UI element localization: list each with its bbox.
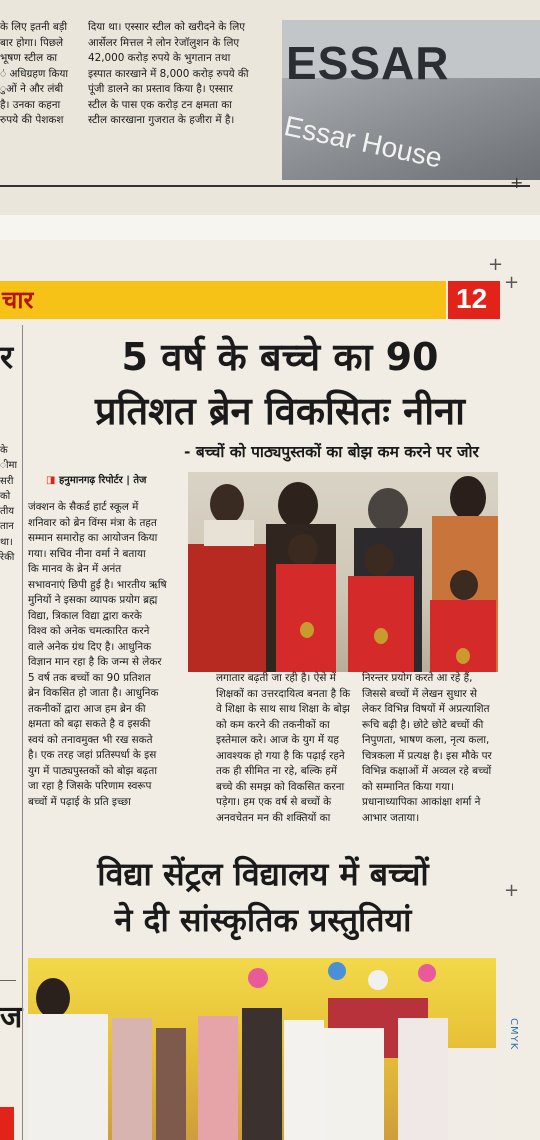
column-rule <box>22 325 23 1140</box>
main-article-column-1: जंक्शन के सैकर्ड हार्ट स्कूल में शनिवार को ब्रेन विंग्स मंत्रा के तहत सम्मान समारोह का आयोजन किया गया। सचिव नीना वर्मा ने बताया कि मानव के ब्रेन में अनंत सभावनाएं छिपी हुई है। भारतीय ऋषि मुनियों ने इसका व्यापक प्रयोग ब्रह्म विद्या, त्रिकाल विद्या द्वारा करके विश्व को अनेक चमत्कारित करने वाले अनेक ग्रंथ दिए है। आधुनिक विज्ञान मान रहा है कि जन्म से लेकर 5 वर्ष तक बच्चों का 90 प्रतिशत ब्रेन विकसित हो जाता है। आधुनिक तकनीकों द्वारा आज हम ब्रेन की क्षमता को बढ़ा सकते है व इसकी स्वयं को तनावमुक्त भी रख सकते है। एक तरह जहां प्रतिस्पर्धा के इस युग में पाठ्यपुस्तकों को बोझ बढ़ता जा रहा है जिसके परिणाम स्वरूप बच्चों में पढ़ाई के प्रति इच्छा <box>28 501 167 808</box>
main-headline-line-2: प्रतिशत ब्रेन विकसितः नीना <box>95 389 465 433</box>
main-headline-line-1: 5 वर्ष के बच्चे का 90 <box>121 335 439 379</box>
byline-text: हनुमानगढ़ रिपोर्टर | तेज <box>58 475 147 486</box>
byline-marker-icon: ◨ <box>46 475 59 486</box>
main-article-column-3: निरन्तर प्रयोग करते आ रहे हैं, जिससे बच्चों में लेखन सुधार से लेकर विभिन्न विषयों में अप्रत्याशित रूचि बढ़ी है। छोटे छोटे बच्चों की निपुणता, भाषण कला, नृत्य कला, चित्रकला में प्रत्यक्ष है। इस मौके पर विभिन्न कक्षाओं में अव्वल रहे बच्चों को सम्मानित किया गया। प्रधानाध्यापिका आकांक्षा शर्मा ने आभार जताया। <box>362 672 492 824</box>
essar-photo <box>282 20 540 180</box>
page-number: 12 <box>456 283 488 314</box>
top-article-right-column: दिया था। एस्सार स्टील को खरीदने के लिए आर्सेलर मित्तल ने लोन रेजॉलुशन के लिए 42,000 करोड़ रुपये के भुगतान तथा इस्पात कारखाने में 8,000 करोड़ रुपये की पूंजी डालने का प्रस्ताव किया है। एस्सार स्टील के पास एक करोड़ टन क्षमता का स्टील कारखाना गुजरात के हजीरा में है। <box>88 21 249 126</box>
registration-mark: + <box>510 173 524 192</box>
page-gap <box>0 215 540 240</box>
byline <box>46 472 146 486</box>
second-headline-line-1: विद्या सेंट्रल विद्यालय में बच्चों <box>97 855 429 893</box>
essar-logo: ESSAR <box>286 37 450 89</box>
left-strip: र के ीमा सरी को तीय तान था। रेकी ज <box>0 325 22 1140</box>
essar-house-sign: Essar House <box>282 110 445 174</box>
left-strip-bottom-char: ज <box>0 1000 23 1035</box>
section-label: चार <box>2 286 34 314</box>
top-article-left-column: के लिए इतनी बड़ी बार होगा। पिछले भूषण स्टील का ं अधिग्रहण किया ुओं ने और लंबी है। उनका कहना रुपये की पेशकश <box>0 21 69 126</box>
page-number-box <box>448 281 500 319</box>
award-photo <box>188 472 498 672</box>
dance-photo <box>28 958 496 1140</box>
section-banner <box>0 281 446 319</box>
cmyk-marker: CMYK <box>508 1018 519 1051</box>
registration-mark: + <box>488 254 504 275</box>
registration-mark: + <box>504 272 520 293</box>
registration-mark: + <box>504 880 520 901</box>
top-article <box>0 0 540 215</box>
divider-line <box>0 185 530 187</box>
left-strip-big-char: र <box>0 338 14 376</box>
main-article-column-2: लगातार बढ़ती जा रही है। ऐसे में शिक्षकों का उत्तरदायित्व बनता है कि वे शिक्षा के साथ साथ शिक्षा के बोझ को कम करने की तकनीकों का इस्तेमाल करे। आज के युग में यह आवश्यक हो गया है कि पढ़ाई रहने तक ही सीमित ना रहे, बल्कि हमें बच्चे की समझ को विकसित करना पड़ेगा। हम एक वर्ष से बच्चों के अनवचेतन मन की शक्तियों का <box>216 672 351 824</box>
sub-headline: - बच्चों को पाठ्यपुस्तकों का बोझ कम करने पर जोर <box>184 443 479 461</box>
second-headline-line-2: ने दी सांस्कृतिक प्रस्तुतियां <box>114 901 412 939</box>
